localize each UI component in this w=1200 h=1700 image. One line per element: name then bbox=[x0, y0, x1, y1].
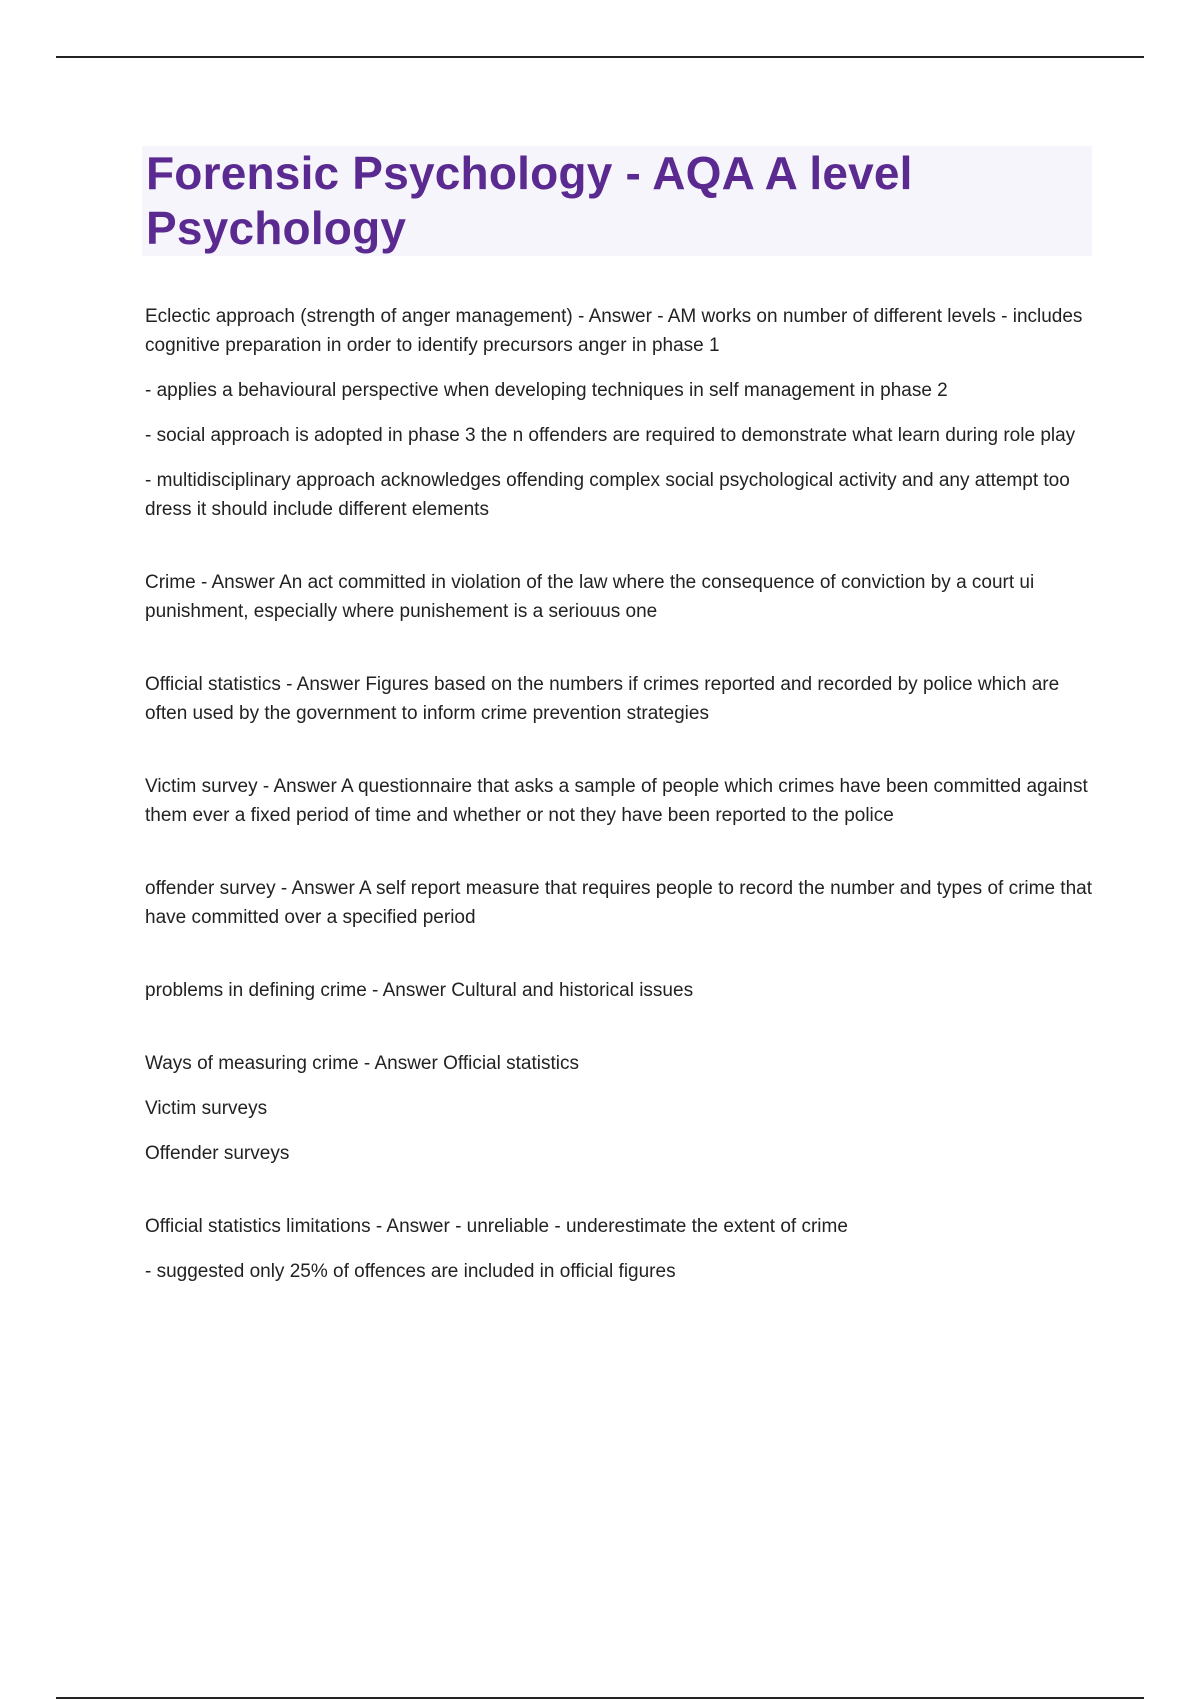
entry-ways-measuring-crime bbox=[145, 1049, 1095, 1168]
entry-official-statistics-limitations bbox=[145, 1212, 1095, 1286]
entry-crime bbox=[145, 568, 1095, 626]
bottom-rule bbox=[56, 1697, 1144, 1699]
entry-paragraph: - multidisciplinary approach acknowledges offending complex social psychological activity and any attempt too dress it should include different elements bbox=[145, 470, 1070, 520]
entry-paragraph: - social approach is adopted in phase 3 the n offenders are required to demonstrate what learn during role play bbox=[145, 425, 1076, 446]
entry-paragraph: Official statistics - Answer Figures based on the numbers if crimes reported and recorded by police which are often used by the government to inform crime prevention strategies bbox=[145, 674, 1060, 724]
document-body bbox=[145, 302, 1095, 1330]
entry-paragraph: Victim surveys bbox=[145, 1098, 268, 1119]
page-title: Forensic Psychology - AQA A level Psychology bbox=[146, 147, 913, 254]
entry-paragraph: - suggested only 25% of offences are included in official figures bbox=[145, 1261, 676, 1282]
entry-paragraph: Official statistics limitations - Answer - unreliable - underestimate the extent of crime bbox=[145, 1216, 848, 1237]
entry-paragraph: problems in defining crime - Answer Cultural and historical issues bbox=[145, 980, 694, 1001]
entry-eclectic-approach bbox=[145, 302, 1095, 524]
entry-paragraph: offender survey - Answer A self report measure that requires people to record the number and types of crime that have committed over a specified period bbox=[145, 878, 1092, 928]
entry-problems-defining-crime bbox=[145, 976, 1095, 1005]
entry-paragraph: Crime - Answer An act committed in violation of the law where the consequence of conviction by a court ui punishment, especially where punishement is a seriouus one bbox=[145, 572, 1035, 622]
entry-paragraph: Victim survey - Answer A questionnaire that asks a sample of people which crimes have been committed against them ever a fixed period of time and whether or not they have been reported to the police bbox=[145, 776, 1088, 826]
entry-paragraph: - applies a behavioural perspective when developing techniques in self management in phase 2 bbox=[145, 380, 948, 401]
entry-paragraph: Offender surveys bbox=[145, 1143, 290, 1164]
entry-paragraph: Ways of measuring crime - Answer Official statistics bbox=[145, 1053, 579, 1074]
entry-official-statistics bbox=[145, 670, 1095, 728]
title-banner bbox=[142, 146, 1092, 256]
entry-offender-survey bbox=[145, 874, 1095, 932]
top-rule bbox=[56, 56, 1144, 58]
entry-victim-survey bbox=[145, 772, 1095, 830]
entry-paragraph: Eclectic approach (strength of anger management) - Answer - AM works on number of different levels - includes cognitive preparation in order to identify precursors anger in phase 1 bbox=[145, 306, 1083, 356]
